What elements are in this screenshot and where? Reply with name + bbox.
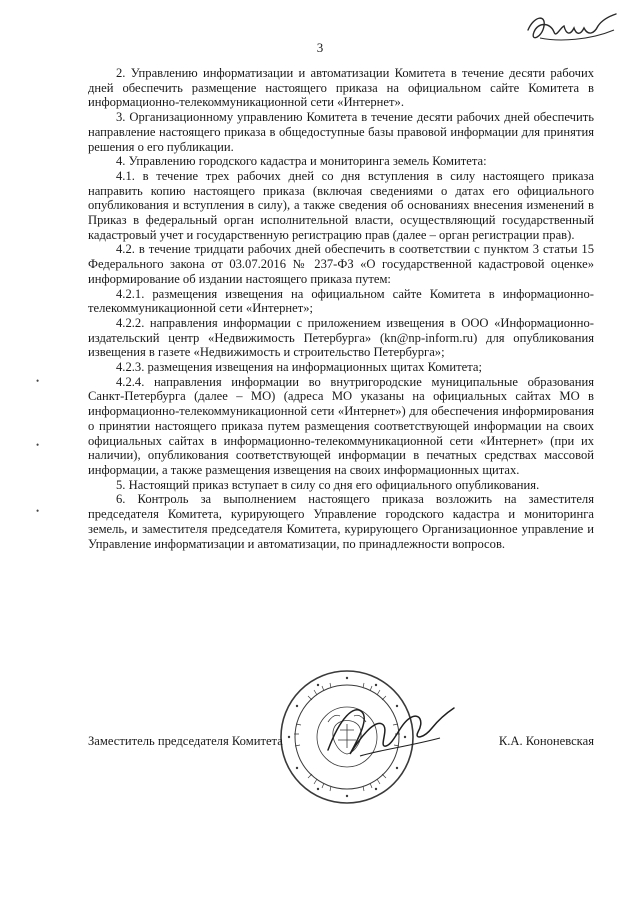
- paragraph-4-2-2: 4.2.2. направления информации с приложением извещения в ООО «Информационно-издательский центр «Недвижимость Петербурга» (kn@np-inform.ru) для опубликования извещения в газете «Недвижимость и строительство Петербурга»;: [88, 315, 594, 360]
- margin-dot-mark: •: [36, 376, 40, 386]
- margin-dot-mark: •: [36, 506, 40, 516]
- paragraph-3: 3. Организационному управлению Комитета в течение десяти рабочих дней обеспечить направление настоящего приказа в общедоступные базы правовой информации для принятия решения о его публикации.: [88, 110, 594, 154]
- paragraph-2: 2. Управлению информатизации и автоматизации Комитета в течение десяти рабочих дней обеспечить размещение настоящего приказа на официальном сайте Комитета в информационно-телекоммуникационной сети «Интернет».: [88, 66, 594, 110]
- paragraph-4-2-4: 4.2.4. направления информации во внутригородские муниципальные образования Санкт-Петербурга (далее – МО) (адреса МО указаны на официальных сайтах МО в информационно-телекоммуникационной сети «Интернет») для обеспечения информирования о принятии настоящего приказа путем размещения соответствующей информации на своих официальных сайтах в информационно-телекоммуникационной сети «Интернет» (при их наличии), опубликования соответствующей информации в печатных средствах массовой информации, а также размещения извещения на своих информационных щитах.: [88, 374, 594, 477]
- paragraph-4-1: 4.1. в течение трех рабочих дней со дня вступления в силу настоящего приказа направить копию настоящего приказа (включая сведениями о датах его официального опубликования и вступления в силу), а также сведения об основаниях внесения изменений в Приказ в федеральный орган исполнительной власти, осуществляющий государственный кадастровый учет и государственную регистрацию прав (далее – орган регистрации прав).: [88, 168, 594, 242]
- signatory-name: К.А. Кононевская: [498, 734, 594, 748]
- paragraph-4-2-3: 4.2.3. размещения извещения на информационных щитах Комитета;: [116, 360, 482, 375]
- margin-dot-mark: •: [36, 440, 40, 450]
- page-number: 3: [316, 40, 324, 55]
- paragraph-6: 6. Контроль за выполнением настоящего приказа возложить на заместителя председателя Комитета, курирующего Управление городского кадастра и мониторинга земель, и заместителя председателя Комитета, курирующего Организационное управление и Управление информатизации и автоматизации, по принадлежности вопросов.: [88, 492, 594, 551]
- document-body: [88, 66, 594, 551]
- paragraph-4-2-1: 4.2.1. размещения извещения на официальном сайте Комитета в информационно-телекоммуникационной сети «Интернет»;: [88, 286, 594, 316]
- handwritten-signature: [320, 698, 460, 768]
- signatory-title: Заместитель председателя Комитета: [88, 734, 283, 748]
- paragraph-4-2: 4.2. в течение тридцати рабочих дней обеспечить в соответствии с пунктом 3 статьи 15 Федерального закона от 03.07.2016 № 237-ФЗ «О государственной кадастровой оценке» информирование об издании настоящего приказа путем:: [88, 242, 594, 286]
- paragraph-4: 4. Управлению городского кадастра и мониторинга земель Комитета:: [116, 154, 487, 169]
- paragraph-5: 5. Настоящий приказ вступает в силу со дня его официального опубликования.: [116, 477, 540, 492]
